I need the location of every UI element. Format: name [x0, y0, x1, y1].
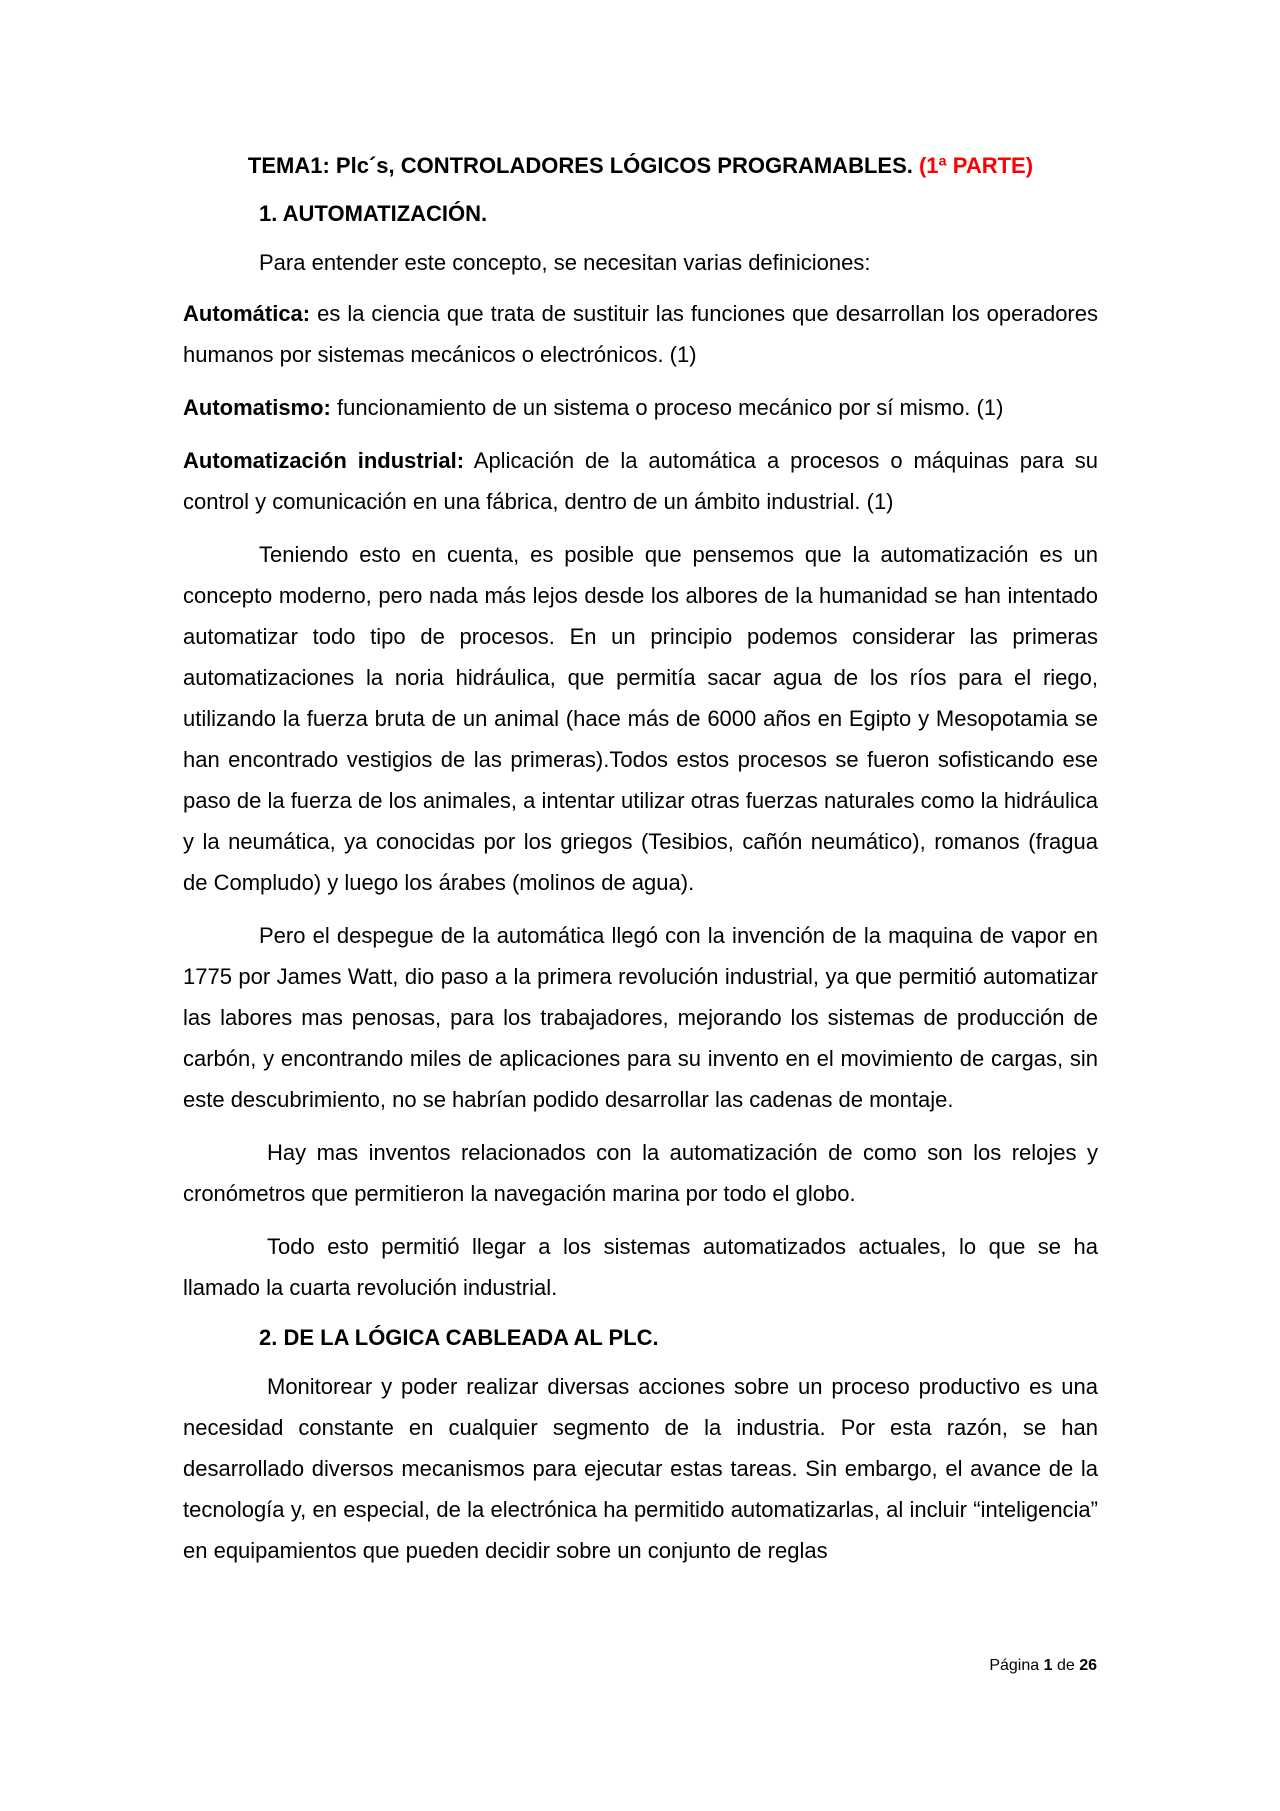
- definition-term: Automatización industrial:: [183, 448, 465, 473]
- paragraph-fourth-revolution: Todo esto permitió llegar a los sistemas automatizados actuales, lo que se ha llamado la cuarta revolución industrial.: [183, 1234, 1098, 1300]
- definition-term: Automatismo:: [183, 395, 331, 420]
- definition-text: Aplicación de la automática a procesos o máquinas para su control y comunicación en una fábrica, dentro de un ámbito industrial. (1): [183, 448, 1098, 514]
- paragraph-clocks: Hay mas inventos relacionados con la automatización de como son los relojes y cronómetros que permitieron la navegación marina por todo el globo.: [183, 1140, 1098, 1206]
- page-footer: [989, 1657, 1097, 1675]
- definition-text: es la ciencia que trata de sustituir las funciones que desarrollan los operadores humanos por sistemas mecánicos o electrónicos. (1): [183, 301, 1098, 367]
- definition-term: Automática:: [183, 301, 311, 326]
- title-part: (1ª PARTE): [918, 153, 1034, 178]
- definition-automatismo: [183, 387, 1098, 428]
- paragraph-history: Teniendo esto en cuenta, es posible que pensemos que la automatización es un concepto moderno, pero nada más lejos desde los albores de la humanidad se han intentado automatizar todo tipo de procesos. En un principio podemos considerar las primeras automatizaciones la noria hidráulica, que permitía sacar agua de los ríos para el riego, utilizando la fuerza bruta de un animal (hace más de 6000 años en Egipto y Mesopotamia se han encontrado vestigios de las primeras).Todos estos procesos se fueron sofisticando ese paso de la fuerza de los animales, a intentar utilizar otras fuerzas naturales como la hidráulica y la neumática, ya conocidas por los griegos (Tesibios, cañón neumático), romanos (fragua de Compludo) y luego los árabes (molinos de agua).: [183, 542, 1098, 895]
- definition-text: funcionamiento de un sistema o proceso mecánico por sí mismo. (1): [330, 395, 1004, 420]
- document-page: [183, 148, 1098, 1583]
- definition-automatizacion-industrial: [183, 440, 1098, 522]
- definition-automatica: [183, 293, 1098, 375]
- section-1-heading: 1. AUTOMATIZACIÓN.: [259, 201, 488, 226]
- document-title: [183, 148, 1098, 184]
- footer-label: Página: [989, 1657, 1040, 1674]
- footer-of: de: [1056, 1657, 1075, 1674]
- paragraph-monitoring: Monitorear y poder realizar diversas acciones sobre un proceso productivo es una necesidad constante en cualquier segmento de la industria. Por esta razón, se han desarrollado diversos mecanismos para ejecutar estas tareas. Sin embargo, el avance de la tecnología y, en especial, de la electrónica ha permitido automatizarlas, al incluir “inteligencia” en equipamientos que pueden decidir sobre un conjunto de reglas: [183, 1374, 1098, 1563]
- section-1-intro: Para entender este concepto, se necesitan varias definiciones:: [259, 250, 871, 275]
- paragraph-steam-engine: Pero el despegue de la automática llegó con la invención de la maquina de vapor en 1775 por James Watt, dio paso a la primera revolución industrial, ya que permitió automatizar las labores mas penosas, para los trabajadores, mejorando los sistemas de producción de carbón, y encontrando miles de aplicaciones para su invento en el movimiento de cargas, sin este descubrimiento, no se habrían podido desarrollar las cadenas de montaje.: [183, 923, 1098, 1112]
- section-2-heading: 2. DE LA LÓGICA CABLEADA AL PLC.: [259, 1325, 659, 1350]
- title-main: TEMA1: Plc´s, CONTROLADORES LÓGICOS PROGRAMABLES.: [247, 153, 913, 178]
- footer-total-pages: 26: [1079, 1657, 1097, 1674]
- footer-current-page: 1: [1043, 1657, 1053, 1674]
